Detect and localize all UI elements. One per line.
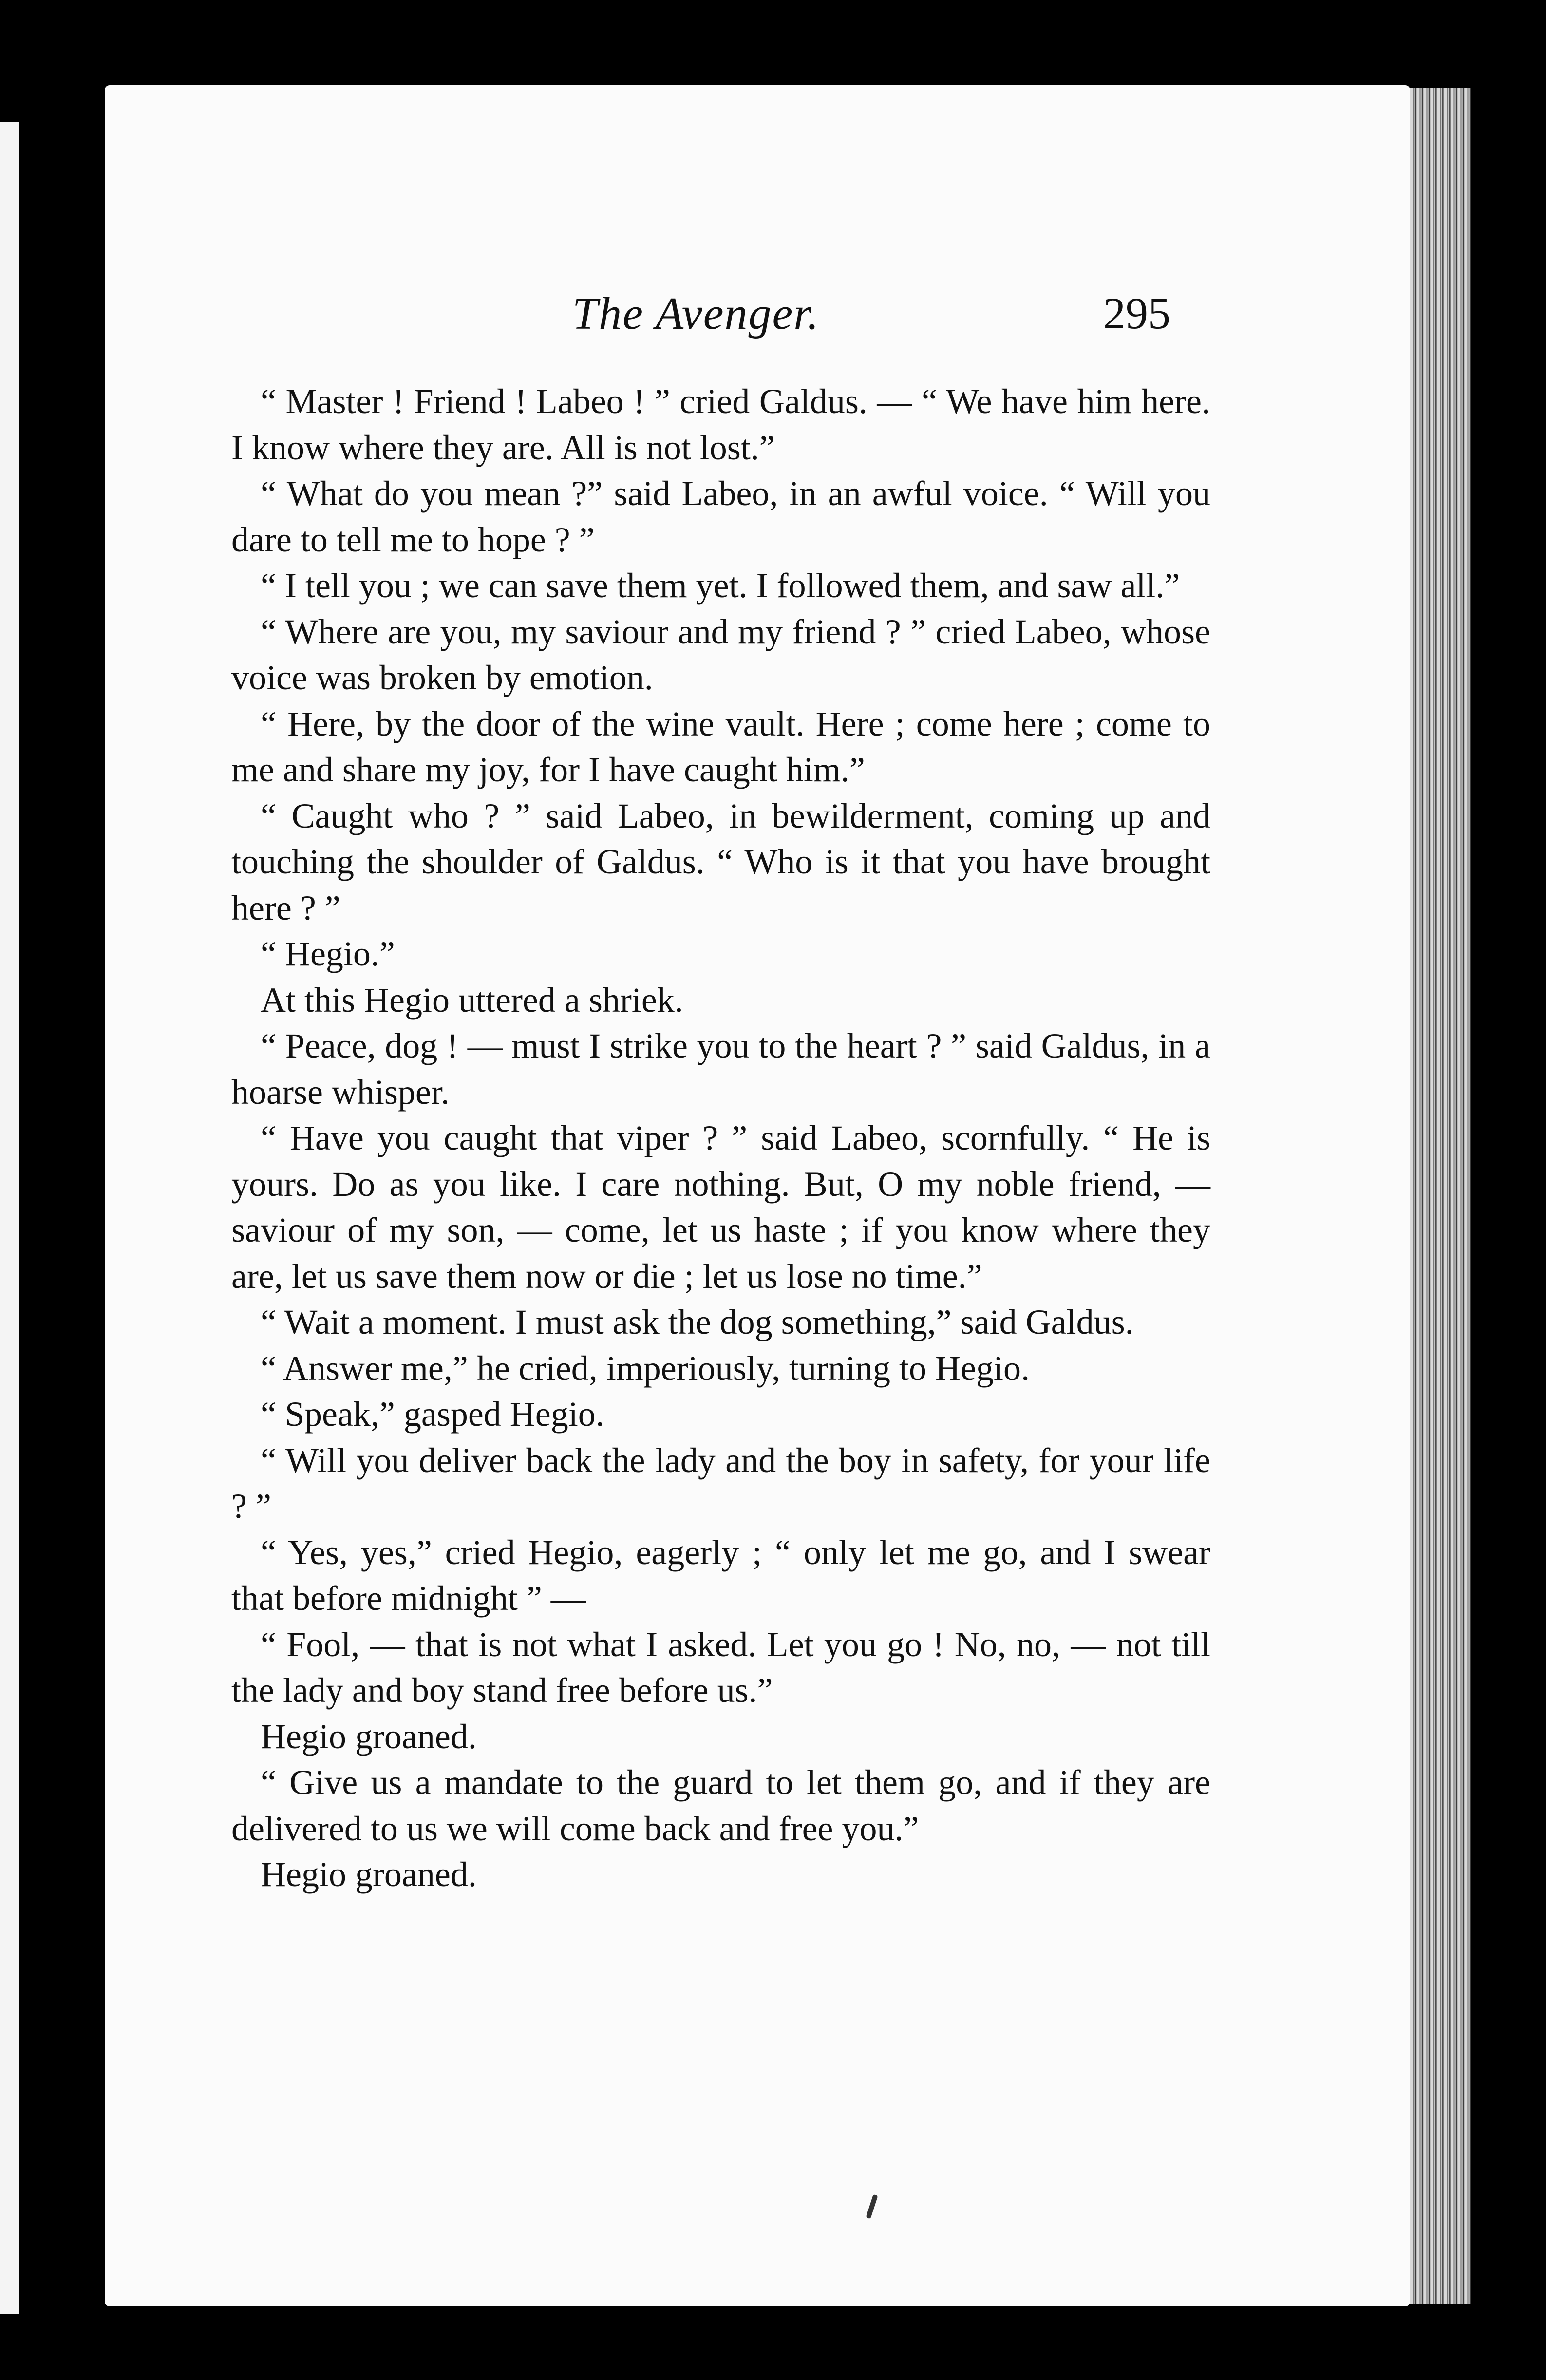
left-margin-strip — [0, 122, 19, 2314]
paragraph: “ Here, by the door of the wine vault. Here ; come here ; come to me and share my joy, for I have caught him.” — [231, 704, 1210, 789]
paragraph: At this Hegio uttered a shriek. — [261, 980, 683, 1020]
body-text — [231, 378, 1210, 1898]
running-title: The Avenger. — [572, 288, 820, 339]
paragraph: “ Where are you, my saviour and my friend ? ” cried Labeo, whose voice was broken by emotion. — [231, 612, 1210, 697]
paragraph: “ What do you mean ?” said Labeo, in an awful voice. “ Will you dare to tell me to hope ? ” — [231, 474, 1210, 559]
paragraph: Hegio groaned. — [261, 1717, 477, 1756]
page-header — [105, 287, 1410, 346]
book-page — [105, 85, 1410, 2306]
paragraph: “ Caught who ? ” said Labeo, in bewilderment, coming up and touching the shoulder of Galdus. “ Who is it that you have brought here ? ” — [231, 796, 1210, 927]
paragraph: “ Will you deliver back the lady and the boy in safety, for your life ? ” — [231, 1440, 1210, 1526]
paragraph: “ Speak,” gasped Hegio. — [261, 1395, 604, 1434]
paragraph: “ Master ! Friend ! Labeo ! ” cried Galdus. — “ We have him here. I know where they are. All is not lost.” — [231, 382, 1210, 467]
paragraph: “ Give us a mandate to the guard to let them go, and if they are delivered to us we will come back and free you.” — [231, 1763, 1210, 1848]
paragraph: “ Fool, — that is not what I asked. Let you go ! No, no, — not till the lady and boy stand free before us.” — [231, 1624, 1210, 1710]
paragraph: “ Wait a moment. I must ask the dog something,” said Galdus. — [261, 1303, 1134, 1341]
paragraph: “ I tell you ; we can save them yet. I followed them, and saw all.” — [261, 566, 1180, 605]
ink-mark — [866, 2194, 878, 2219]
paragraph: “ Have you caught that viper ? ” said Labeo, scornfully. “ He is yours. Do as you like. I care nothing. But, O my noble friend, — saviour of my son, — come, let us haste ; if you know where they are, let us save them now or die ; let us lose no time.” — [231, 1118, 1210, 1296]
paragraph: “ Answer me,” he cried, imperiously, turning to Hegio. — [261, 1348, 1030, 1388]
page-stack-edge — [1410, 88, 1471, 2304]
paragraph: “ Peace, dog ! — must I strike you to the heart ? ” said Galdus, in a hoarse whisper. — [231, 1026, 1210, 1112]
paragraph: “ Yes, yes,” cried Hegio, eagerly ; “ only let me go, and I swear that before midnight ” — — [231, 1532, 1210, 1618]
page-number: 295 — [1103, 288, 1170, 338]
paragraph: “ Hegio.” — [261, 934, 395, 973]
paragraph: Hegio groaned. — [261, 1855, 477, 1894]
